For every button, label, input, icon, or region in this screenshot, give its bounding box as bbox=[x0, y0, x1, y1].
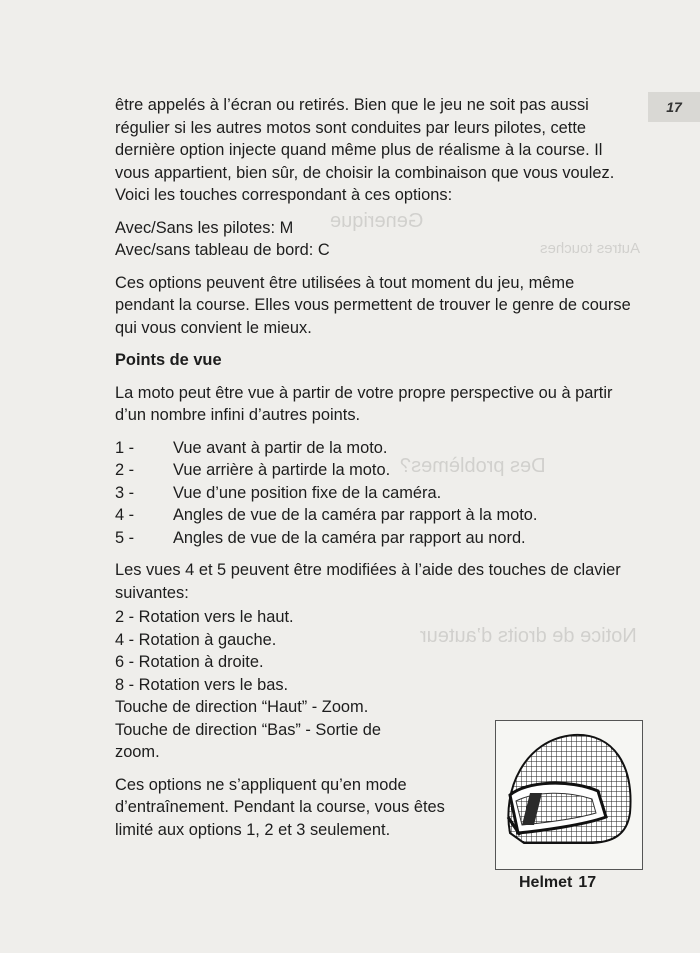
views-list bbox=[115, 437, 635, 550]
key-line-dashboard: Avec/sans tableau de bord: C bbox=[115, 241, 330, 259]
list-item bbox=[115, 527, 635, 550]
bleed-through-text: Autres touches bbox=[540, 240, 641, 257]
list-item bbox=[115, 482, 635, 505]
page-number-tab: 17 bbox=[648, 92, 700, 122]
bleed-through-text: Des problèmes? bbox=[400, 455, 546, 477]
control-line: Touche de direction “Haut” - Zoom. bbox=[115, 698, 369, 716]
control-line: 4 - Rotation à gauche. bbox=[115, 630, 277, 649]
list-text: Vue d’une position fixe de la caméra. bbox=[173, 483, 442, 502]
list-item bbox=[115, 504, 635, 527]
figure-caption bbox=[519, 874, 596, 892]
training-paragraph: Ces options ne s’appliquent qu’en mode d’entraînement. Pendant la course, vous êtes limité aux options 1, 2 et 3 seulement. bbox=[115, 775, 445, 839]
helmet-figure bbox=[495, 720, 643, 870]
controls-list bbox=[115, 606, 415, 764]
bleed-through-text: Generique bbox=[330, 210, 424, 232]
list-text: Vue arrière à partirde la moto. bbox=[173, 461, 391, 479]
section-heading: Points de vue bbox=[115, 351, 222, 369]
list-number: 2 - bbox=[115, 461, 135, 479]
control-line: Touche de direction “Bas” - Sortie de zoom. bbox=[115, 720, 382, 761]
key-line-riders: Avec/Sans les pilotes: M bbox=[115, 218, 294, 237]
control-line: 2 - Rotation vers le haut. bbox=[115, 608, 294, 626]
options-paragraph: Ces options peuvent être utilisées à tout moment du jeu, même pendant la course. Elles vous permettent de trouver le genre de course qui vous convient le mieux. bbox=[115, 273, 631, 337]
list-item bbox=[115, 437, 635, 460]
helmet-pixel-art-icon bbox=[496, 721, 642, 869]
intro-paragraph: être appelés à l’écran ou retirés. Bien que le jeu ne soit pas aussi régulier si les autres motos sont conduites par leurs pilotes, cette dernière option injecte quand même plus de réalisme à la course. Il vous appartient, bien sûr, de choisir la combinaison que vous voulez. Voici les touches correspondant à ces options: bbox=[115, 96, 615, 204]
bleed-through-text: Notice de droits d’auteur bbox=[420, 625, 637, 647]
list-text: Vue avant à partir de la moto. bbox=[173, 438, 388, 457]
list-text: Angles de vue de la caméra par rapport au nord. bbox=[173, 528, 526, 547]
list-number: 3 - bbox=[115, 483, 135, 502]
control-line: 6 - Rotation à droite. bbox=[115, 653, 264, 671]
list-item bbox=[115, 459, 635, 482]
list-number: 1 - bbox=[115, 438, 135, 457]
viewpoints-intro: La moto peut être vue à partir de votre propre perspective ou à partir d’un nombre infini d’autres points. bbox=[115, 383, 613, 424]
key-list bbox=[115, 217, 635, 262]
views-modify-paragraph: Les vues 4 et 5 peuvent être modifiées à l’aide des touches de clavier suivantes: bbox=[115, 561, 621, 602]
list-number: 5 - bbox=[115, 528, 135, 547]
caption-page-number: 17 bbox=[578, 874, 597, 891]
list-text: Angles de vue de la caméra par rapport à la moto. bbox=[173, 506, 538, 524]
caption-label: Helmet bbox=[519, 874, 573, 891]
control-line: 8 - Rotation vers le bas. bbox=[115, 675, 289, 694]
list-number: 4 - bbox=[115, 506, 135, 524]
